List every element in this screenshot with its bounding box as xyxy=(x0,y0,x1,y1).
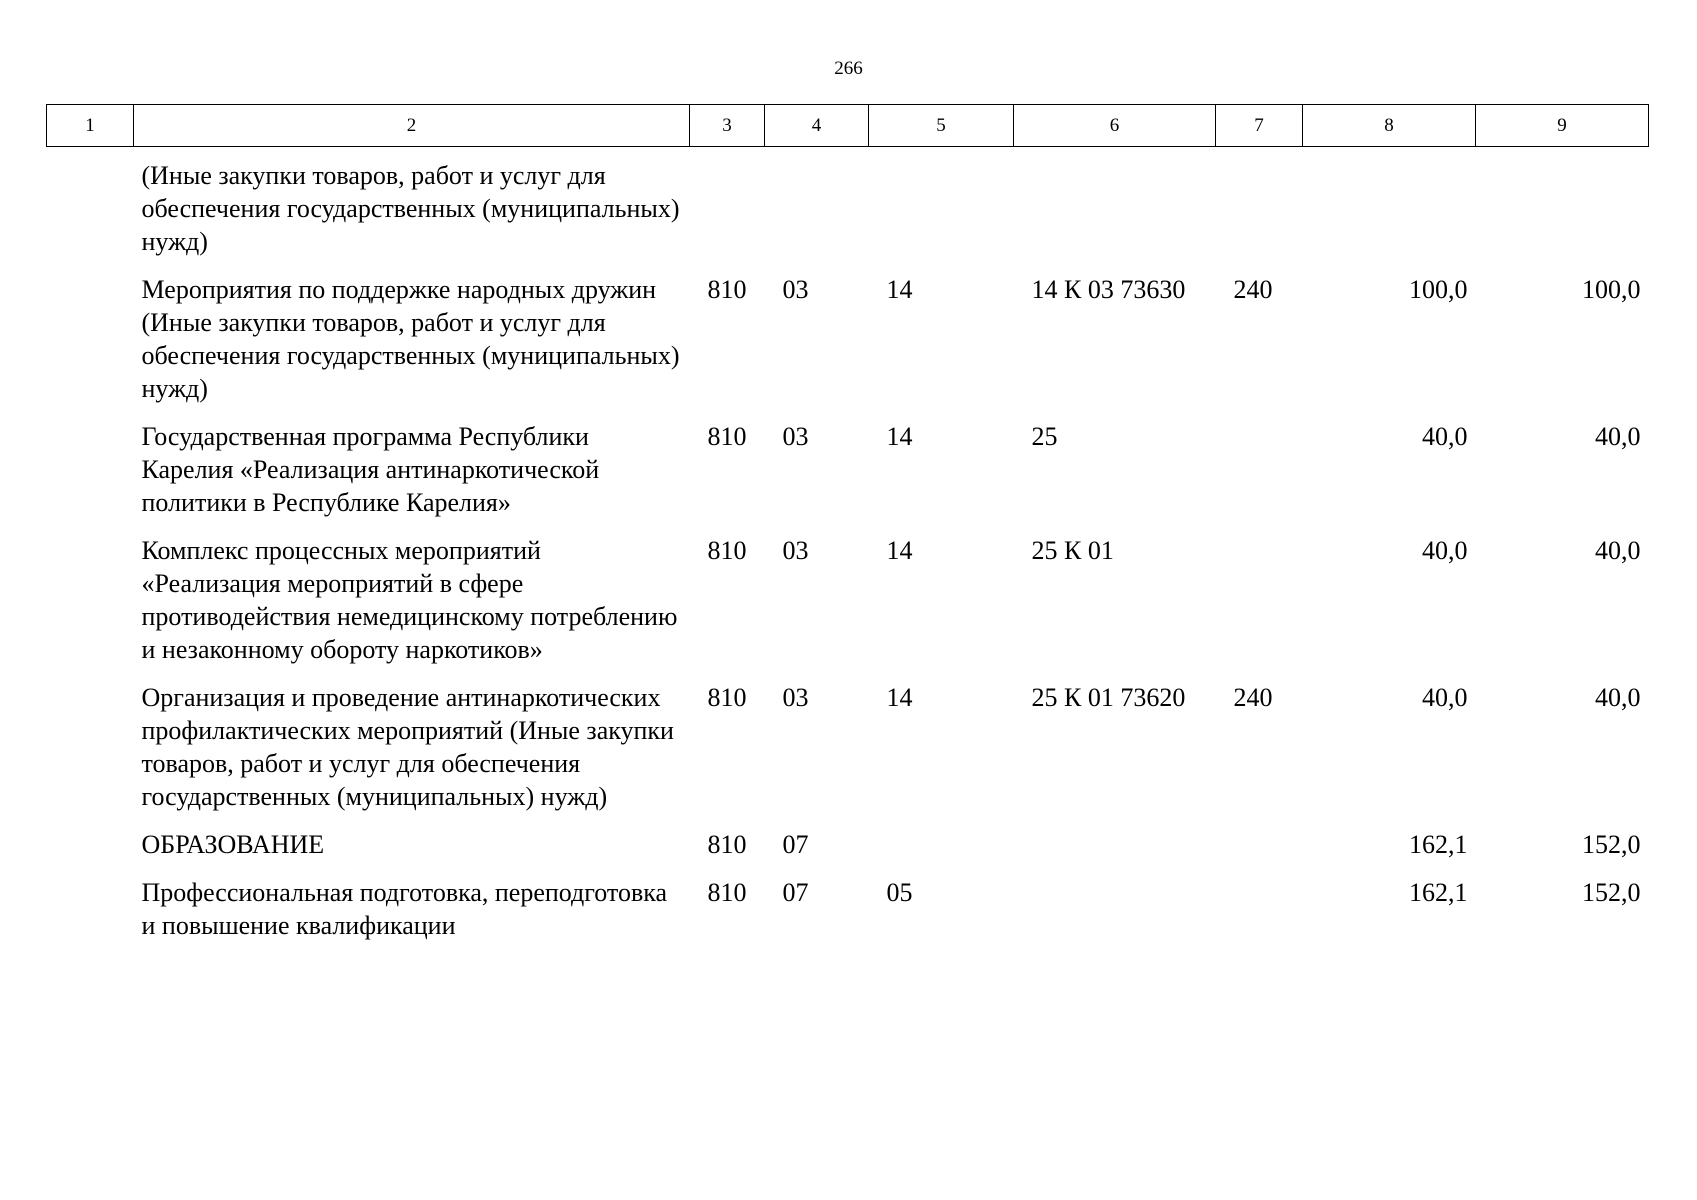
column-header: 6 xyxy=(1014,105,1216,147)
cell-col-3 xyxy=(690,147,765,274)
column-header: 3 xyxy=(690,105,765,147)
budget-table xyxy=(46,104,1649,957)
cell-col-4: 03 xyxy=(782,536,809,565)
cell-col-8: 162,1 xyxy=(1409,830,1468,859)
cell-col-1 xyxy=(47,273,134,420)
cell-description: Государственная программа Республики Карелия «Реализация антинаркотической политики в Республике Карелия» xyxy=(141,422,600,517)
cell-col-8: 100,0 xyxy=(1409,275,1468,304)
cell-col-4: 03 xyxy=(782,683,809,712)
cell-col-6: 14 К 03 73630 xyxy=(1031,275,1186,304)
cell-col-6: 25 К 01 xyxy=(1031,536,1114,565)
cell-col-9: 100,0 xyxy=(1582,275,1641,304)
cell-col-1 xyxy=(47,420,134,534)
cell-description: ОБРАЗОВАНИЕ xyxy=(141,830,325,859)
table-row xyxy=(47,876,1649,957)
cell-col-3: 810 xyxy=(707,422,747,451)
table-row xyxy=(47,273,1649,420)
column-header: 1 xyxy=(47,105,134,147)
cell-col-5 xyxy=(869,828,1014,876)
cell-col-5: 14 xyxy=(886,422,913,451)
cell-col-7 xyxy=(1216,876,1303,957)
cell-col-6 xyxy=(1014,876,1216,957)
cell-col-3: 810 xyxy=(707,830,747,859)
cell-col-5: 14 xyxy=(886,536,913,565)
cell-description: Комплекс процессных мероприятий «Реализация мероприятий в сфере противодействия немедицинскому потреблению и незаконному обороту наркотиков» xyxy=(141,536,678,664)
cell-col-6 xyxy=(1014,828,1216,876)
cell-col-9: 152,0 xyxy=(1582,830,1641,859)
cell-col-7 xyxy=(1216,828,1303,876)
cell-col-9: 40,0 xyxy=(1595,683,1641,712)
page-number: 266 xyxy=(834,58,863,79)
column-header: 7 xyxy=(1216,105,1303,147)
cell-col-1 xyxy=(47,534,134,681)
cell-col-4 xyxy=(765,147,869,274)
cell-col-4: 03 xyxy=(782,275,809,304)
cell-col-9 xyxy=(1476,147,1649,274)
cell-col-3: 810 xyxy=(707,878,747,907)
column-header: 9 xyxy=(1476,105,1649,147)
cell-col-8: 162,1 xyxy=(1409,878,1468,907)
cell-col-5: 14 xyxy=(886,275,913,304)
cell-col-3: 810 xyxy=(707,275,747,304)
cell-col-3: 810 xyxy=(707,536,747,565)
cell-col-8: 40,0 xyxy=(1422,683,1468,712)
cell-col-7: 240 xyxy=(1233,275,1273,304)
cell-col-1 xyxy=(47,147,134,274)
cell-col-5: 14 xyxy=(886,683,913,712)
column-header: 2 xyxy=(134,105,690,147)
cell-col-3: 810 xyxy=(707,683,747,712)
column-header: 5 xyxy=(869,105,1014,147)
cell-col-8: 40,0 xyxy=(1422,422,1468,451)
cell-col-1 xyxy=(47,828,134,876)
table-row xyxy=(47,828,1649,876)
cell-col-6 xyxy=(1014,147,1216,274)
column-number-header-row xyxy=(47,105,1649,147)
table-row xyxy=(47,420,1649,534)
cell-col-7 xyxy=(1216,420,1303,534)
cell-col-7: 240 xyxy=(1233,683,1273,712)
cell-col-8 xyxy=(1303,147,1476,274)
cell-col-1 xyxy=(47,681,134,828)
cell-description: Профессиональная подготовка, переподготовка и повышение квалификации xyxy=(141,878,668,940)
cell-col-7 xyxy=(1216,534,1303,681)
cell-col-8: 40,0 xyxy=(1422,536,1468,565)
cell-col-6: 25 К 01 73620 xyxy=(1031,683,1186,712)
table-body xyxy=(47,147,1649,958)
column-header: 8 xyxy=(1303,105,1476,147)
cell-col-4: 03 xyxy=(782,422,809,451)
cell-col-7 xyxy=(1216,147,1303,274)
table-row xyxy=(47,147,1649,274)
cell-description: Мероприятия по поддержке народных дружин (Иные закупки товаров, работ и услуг для обеспечения государственных (муниципальных) нужд) xyxy=(141,275,680,403)
cell-col-5: 05 xyxy=(886,878,913,907)
cell-col-5 xyxy=(869,147,1014,274)
cell-col-9: 40,0 xyxy=(1595,422,1641,451)
cell-col-1 xyxy=(47,876,134,957)
column-header: 4 xyxy=(765,105,869,147)
cell-description: (Иные закупки товаров, работ и услуг для обеспечения государственных (муниципальных) нужд) xyxy=(141,161,680,256)
cell-col-9: 40,0 xyxy=(1595,536,1641,565)
cell-col-4: 07 xyxy=(782,878,809,907)
cell-col-9: 152,0 xyxy=(1582,878,1641,907)
table-row xyxy=(47,534,1649,681)
cell-description: Организация и проведение антинаркотических профилактических мероприятий (Иные закупки товаров, работ и услуг для обеспечения государственных (муниципальных) нужд) xyxy=(141,683,674,811)
cell-col-4: 07 xyxy=(782,830,809,859)
cell-col-6: 25 xyxy=(1031,422,1058,451)
table-row xyxy=(47,681,1649,828)
